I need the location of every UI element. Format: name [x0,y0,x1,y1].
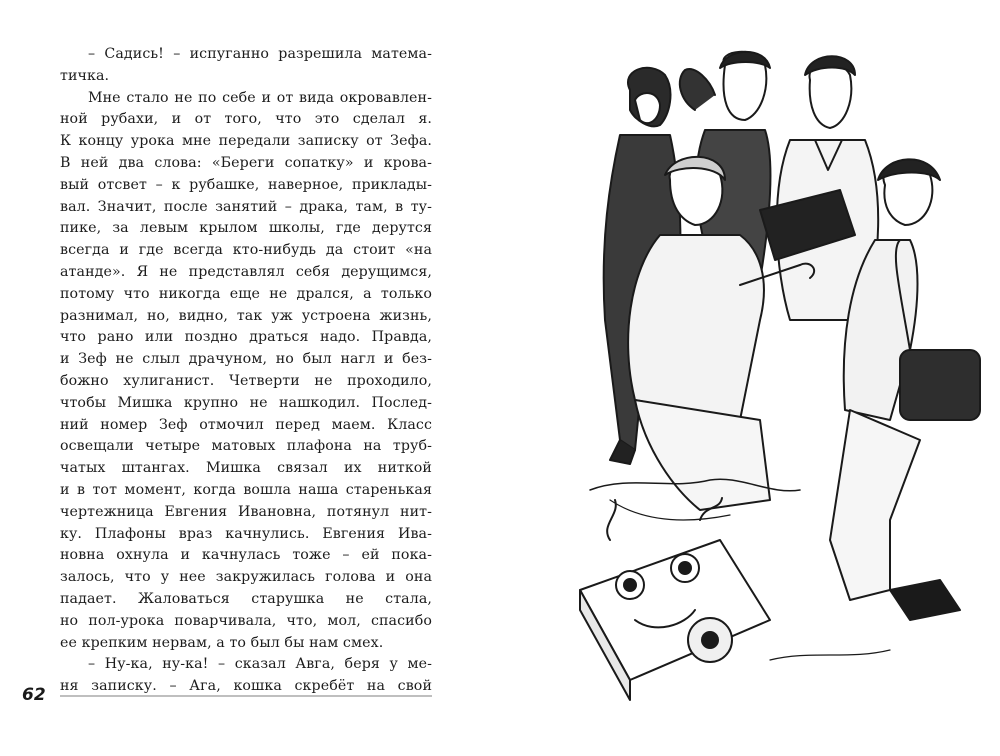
text-line: освещали четыре матовых плафона на труб- [60,438,432,455]
text-line: ее крепким нервам, а то был бы нам смех. [60,634,384,651]
text-line: залось, что у нее закружилась голова и она [60,569,432,586]
text-line: вал. Значит, после занятий – драка, там, в ту- [60,198,432,215]
text-line: чатых штангах. Мишка связал их ниткой [60,460,432,477]
text-line: потому что никогда еще не дрался, а только [60,285,432,302]
text-line: всегда и где всегда кто-нибудь да стоит «на [60,242,432,259]
text-line: К концу урока мне передали записку от Зефа. [60,133,432,150]
text-line: ний номер Зеф отмочил перед маем. Класс [60,416,432,433]
text-line: тичка. [60,67,110,84]
footer-rule [60,695,432,697]
text-line: божно хулиганист. Четверти не проходило, [60,372,432,389]
text-line: новна охнула и качнулась тоже – ей пока- [60,547,432,564]
cartoon-tape-recorder [580,498,770,700]
text-line: вый отсвет – к рубашке, наверное, приклады- [60,176,432,193]
text-line: но пол-урока поварчивала, что, мол, спасибо [60,612,432,629]
text-line: разнимал, но, видно, так уж устроена жизнь, [60,307,432,324]
book-illustration [470,20,990,720]
text-line: и в тот момент, когда вошла наша старенькая [60,481,432,498]
text-line: чтобы Мишка крупно не нашкодил. Послед- [60,394,432,411]
text-line: ку. Плафоны враз качнулись. Евгения Ива- [60,525,432,542]
text-line: и Зеф не слыл драчуном, но был нагл и без- [60,351,432,368]
text-line: падает. Жаловаться старушка не стала, [60,590,432,607]
text-line: ной рубахи, и от того, что это сделал я. [60,111,432,128]
left-page [0,0,470,756]
text-line: пике, за левым крылом школы, где дерутся [60,220,432,237]
text-line: что рано или поздно драться надо. Правда, [60,329,432,346]
text-line: ня записку. – Ага, кошка скребёт на свой [60,678,432,695]
body-text [60,44,432,698]
text-line: Мне стало не по себе и от вида окровавлен- [88,89,432,106]
text-line: – Садись! – испуганно разрешила матема- [88,46,432,62]
text-line: атанде». Я не представлял себя дерущимся, [60,263,432,280]
text-line: – Ну-ка, ну-ка! – сказал Авга, беря у ме- [88,656,432,673]
text-line: чертежница Евгения Ивановна, потянул нит- [60,503,432,520]
text-line: В ней два слова: «Береги сопатку» и крова- [60,154,432,171]
page-number: 62 [22,685,46,705]
